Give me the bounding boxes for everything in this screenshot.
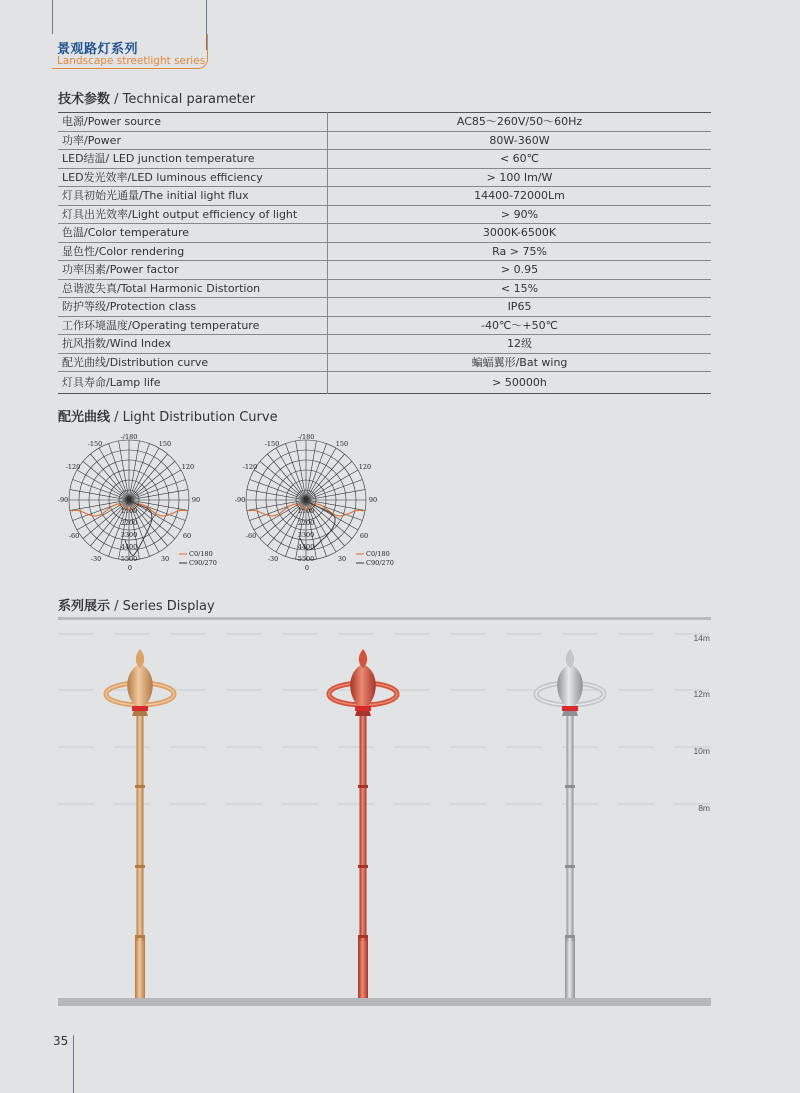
parameter-row	[58, 224, 711, 243]
parameter-label: LED发光效率/LED luminous efficiency	[58, 168, 328, 187]
polar-radial-label: 0	[126, 495, 132, 503]
parameter-value: 14400-72000Lm	[328, 187, 712, 206]
parameter-row	[58, 131, 711, 150]
polar-angle-label: -120	[242, 463, 258, 471]
polar-angle-label: -150	[264, 440, 280, 448]
height-label: 12m	[693, 689, 710, 699]
parameter-label: 防护等级/Protection class	[58, 298, 328, 317]
lamp-finial	[566, 649, 574, 668]
pole-base	[135, 938, 145, 998]
page-number: 35	[53, 1034, 69, 1048]
pole-shaft	[137, 706, 144, 941]
parameter-row	[58, 242, 711, 261]
polar-angle-label: -60	[68, 532, 80, 540]
header-title: 景观路灯系列	[57, 42, 139, 57]
pole-joint	[135, 865, 145, 868]
parameter-row	[58, 168, 711, 187]
legend-label-c0: C0/180	[189, 550, 213, 558]
parameter-value: > 90%	[328, 205, 712, 224]
polar-radial-label: 3300	[297, 531, 315, 539]
parameter-value: AC85～260V/50～60Hz	[328, 113, 712, 132]
parameter-row	[58, 279, 711, 298]
pole-joint	[135, 935, 145, 938]
parameter-label: 抗风指数/Wind Index	[58, 335, 328, 354]
pole-joint	[358, 785, 368, 788]
polar-angle-label: -120	[65, 463, 81, 471]
polar-radial-label: 0	[303, 495, 309, 503]
lamp-finial	[359, 649, 367, 668]
parameter-value: -40℃～+50℃	[328, 316, 712, 335]
polar-angle-label: 120	[181, 463, 195, 471]
polar-radial-label: 5500	[120, 555, 138, 563]
polar-angle-label: -/180	[120, 433, 138, 441]
series-title-en: / Series Display	[114, 599, 215, 614]
parameter-label: LED结温/ LED junction temperature	[58, 150, 328, 169]
ground-base	[58, 998, 711, 1006]
parameter-row	[58, 261, 711, 280]
polar-radial-label: 3300	[120, 531, 138, 539]
pole-shaft	[567, 706, 574, 941]
parameter-row	[58, 205, 711, 224]
pole-base	[565, 938, 575, 998]
lamp-finial	[136, 649, 144, 668]
polar-angle-label: 60	[359, 532, 369, 540]
distribution-section-title	[58, 406, 278, 425]
polar-angle-label: -150	[87, 440, 103, 448]
polar-angle-label: 120	[358, 463, 372, 471]
polar-radial-label: 2200	[297, 519, 315, 527]
polar-radial-label: 4400	[297, 543, 315, 551]
technical-parameter-table	[58, 112, 711, 394]
streetlight-pole-1	[106, 649, 174, 998]
technical-section-title	[58, 88, 255, 107]
parameter-row	[58, 187, 711, 206]
parameter-value: > 50000h	[492, 375, 547, 389]
parameter-row	[58, 353, 711, 372]
polar-radial-label: 5500	[297, 555, 315, 563]
parameter-row	[58, 298, 711, 317]
polar-radial-label: 2200	[120, 519, 138, 527]
polar-angle-label: 90	[191, 496, 201, 504]
pole-joint	[565, 935, 575, 938]
polar-angle-label: 30	[160, 555, 170, 563]
parameter-label: 功率因素/Power factor	[58, 261, 328, 280]
parameter-value: 12级	[328, 335, 712, 354]
parameter-row	[58, 150, 711, 169]
parameter-value: < 60℃	[328, 150, 712, 169]
polar-angle-label: 0	[127, 564, 133, 572]
parameter-label: 功率/Power	[58, 131, 328, 150]
polar-angle-label: 90	[368, 496, 378, 504]
polar-angle-label: 0	[304, 564, 310, 572]
parameter-value: 蝙蝠翼形/Bat wing	[328, 353, 712, 372]
parameter-row	[58, 335, 711, 354]
header-subtitle: Landscape streetlight series	[57, 55, 206, 67]
pole-shaft	[360, 706, 367, 941]
height-label: 8m	[698, 803, 710, 813]
legend-label-c90: C90/270	[189, 559, 217, 567]
polar-diagram-1	[55, 428, 225, 578]
parameter-row	[58, 113, 711, 132]
streetlight-pole-3	[536, 649, 604, 998]
polar-angle-label: -/180	[297, 433, 315, 441]
polar-radial-label: 1100	[120, 507, 138, 515]
parameter-row	[58, 316, 711, 335]
parameter-value: > 0.95	[328, 261, 712, 280]
streetlight-pole-2	[329, 649, 397, 998]
lamp-red-band	[355, 706, 371, 711]
pole-joint	[358, 865, 368, 868]
polar-angle-label: 60	[182, 532, 192, 540]
pole-joint	[358, 935, 368, 938]
parameter-value: IP65	[328, 298, 712, 317]
polar-diagram-2	[232, 428, 402, 578]
polar-angle-label: 30	[337, 555, 347, 563]
footer-vertical-rule	[73, 1035, 74, 1093]
parameter-value: 80W-360W	[328, 131, 712, 150]
parameter-label: 灯具出光效率/Light output efficiency of light	[58, 205, 328, 224]
polar-angle-label: -90	[234, 496, 246, 504]
pole-joint	[565, 865, 575, 868]
series-title-cn: 系列展示	[58, 599, 111, 614]
legend-label-c90: C90/270	[366, 559, 394, 567]
polar-angle-label: -90	[57, 496, 69, 504]
parameter-value: > 100 Im/W	[328, 168, 712, 187]
parameter-label: 工作环境温度/Operating temperature	[58, 316, 328, 335]
parameter-value: 3000K-6500K	[328, 224, 712, 243]
polar-radial-label: 1100	[297, 507, 315, 515]
lamp-red-band	[562, 706, 578, 711]
polar-angle-label: -60	[245, 532, 257, 540]
parameter-value: Ra > 75%	[328, 242, 712, 261]
parameter-label: 灯具寿命/Lamp life	[58, 372, 328, 394]
height-label: 14m	[693, 633, 710, 643]
parameter-value: < 15%	[328, 279, 712, 298]
parameter-label: 配光曲线/Distribution curve	[58, 353, 328, 372]
parameter-label: 电源/Power source	[58, 113, 328, 132]
pole-joint	[135, 785, 145, 788]
polar-angle-label: -30	[90, 555, 102, 563]
parameter-label: 色温/Color temperature	[58, 224, 328, 243]
distribution-title-cn: 配光曲线	[58, 410, 111, 425]
parameter-label: 灯具初始光通量/The initial light flux	[58, 187, 328, 206]
legend-label-c0: C0/180	[366, 550, 390, 558]
pole-joint	[565, 785, 575, 788]
top-vertical-rule	[52, 0, 53, 34]
lamp-red-band	[132, 706, 148, 711]
parameter-label: 总谐波失真/Total Harmonic Distortion	[58, 279, 328, 298]
polar-angle-label: 150	[335, 440, 349, 448]
parameter-row	[58, 372, 711, 394]
technical-title-cn: 技术参数	[58, 92, 111, 107]
series-section-title	[58, 595, 215, 614]
height-label: 10m	[693, 746, 710, 756]
parameter-label: 显色性/Color rendering	[58, 242, 328, 261]
polar-radial-label: 4400	[120, 543, 138, 551]
pole-base	[358, 938, 368, 998]
distribution-title-en: / Light Distribution Curve	[114, 410, 278, 425]
series-display-illustration	[0, 620, 800, 1010]
technical-title-en: / Technical parameter	[114, 92, 256, 107]
polar-angle-label: 150	[158, 440, 172, 448]
polar-angle-label: -30	[267, 555, 279, 563]
